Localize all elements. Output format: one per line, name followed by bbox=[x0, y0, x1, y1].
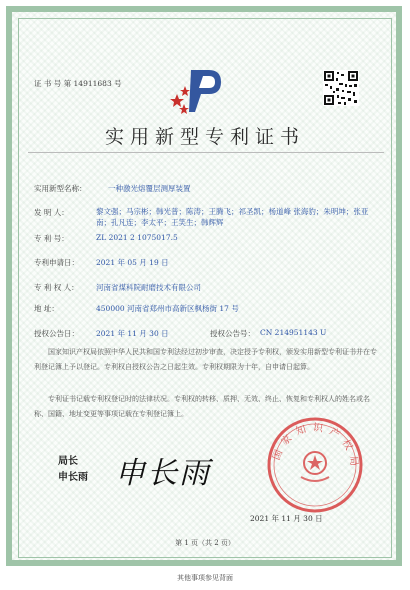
title-divider bbox=[28, 152, 384, 153]
patent-office-logo-icon bbox=[169, 64, 229, 118]
inventor-label: 发 明 人： bbox=[34, 208, 69, 217]
director-title: 局长 bbox=[58, 456, 78, 467]
statement-paragraph-2: 专利证书记载专利权登记时的法律状况。专利权的转移、质押、无效、终止、恢复和专利权人的姓名或名称、国籍、地址变更等事项记载在专利登记簿上。 bbox=[34, 395, 370, 418]
publication-number-value: CN 214951143 U bbox=[260, 328, 327, 337]
certificate-number: 证 书 号 第 14911683 号 bbox=[34, 79, 122, 88]
grant-date-label: 授权公告日： bbox=[34, 329, 79, 338]
utility-model-name-value: 一种激光熔覆层测厚装置 bbox=[108, 184, 191, 193]
address-label: 地 址： bbox=[34, 304, 59, 313]
patentee-value: 河南省煤科院耐磨技术有限公司 bbox=[96, 283, 201, 292]
application-date-value: 2021 年 05 月 19 日 bbox=[96, 258, 169, 267]
grant-date-value: 2021 年 11 月 30 日 bbox=[96, 329, 169, 338]
director-signature: 申长雨 bbox=[115, 456, 211, 491]
seal-text: 国家知识产权局 bbox=[271, 422, 360, 473]
patentee-label: 专 利 权 人： bbox=[34, 283, 79, 292]
patent-number-value: ZL 2021 2 1075017.5 bbox=[96, 233, 178, 242]
certificate-title: 实用新型专利证书 bbox=[104, 126, 305, 148]
application-date-label: 专利申请日： bbox=[34, 258, 79, 267]
qr-code bbox=[323, 70, 359, 106]
inventor-value: 黎文强；马宗彬；韩光普；陈涛；王腾飞；祁圣凯；杨道峰 张海豹；朱明坤；张亚南；孔凡连；李太平；王笑生；韩辉辉 bbox=[96, 207, 369, 227]
publication-number-label: 授权公告号： bbox=[210, 329, 255, 338]
utility-model-name-label: 实用新型名称： bbox=[34, 184, 87, 193]
address-value: 450000 河南省郑州市高新区枫杨街 17 号 bbox=[96, 304, 239, 313]
page-footer: 第 1 页（共 2 页） bbox=[175, 539, 235, 547]
official-seal-icon bbox=[265, 415, 365, 515]
patent-number-label: 专 利 号： bbox=[34, 234, 69, 243]
director-name: 申长雨 bbox=[58, 472, 88, 483]
seal-date: 2021 年 11 月 30 日 bbox=[250, 514, 323, 523]
statement-paragraph-1: 国家知识产权局依照中华人民共和国专利法经过初步审查，决定授予专利权，颁发实用新型专利证书并在专利登记簿上予以登记。专利权自授权公告之日起生效。专利权期限为十年，自申请日起算。 bbox=[34, 348, 377, 371]
bottom-note: 其他事项参见背面 bbox=[177, 574, 233, 582]
